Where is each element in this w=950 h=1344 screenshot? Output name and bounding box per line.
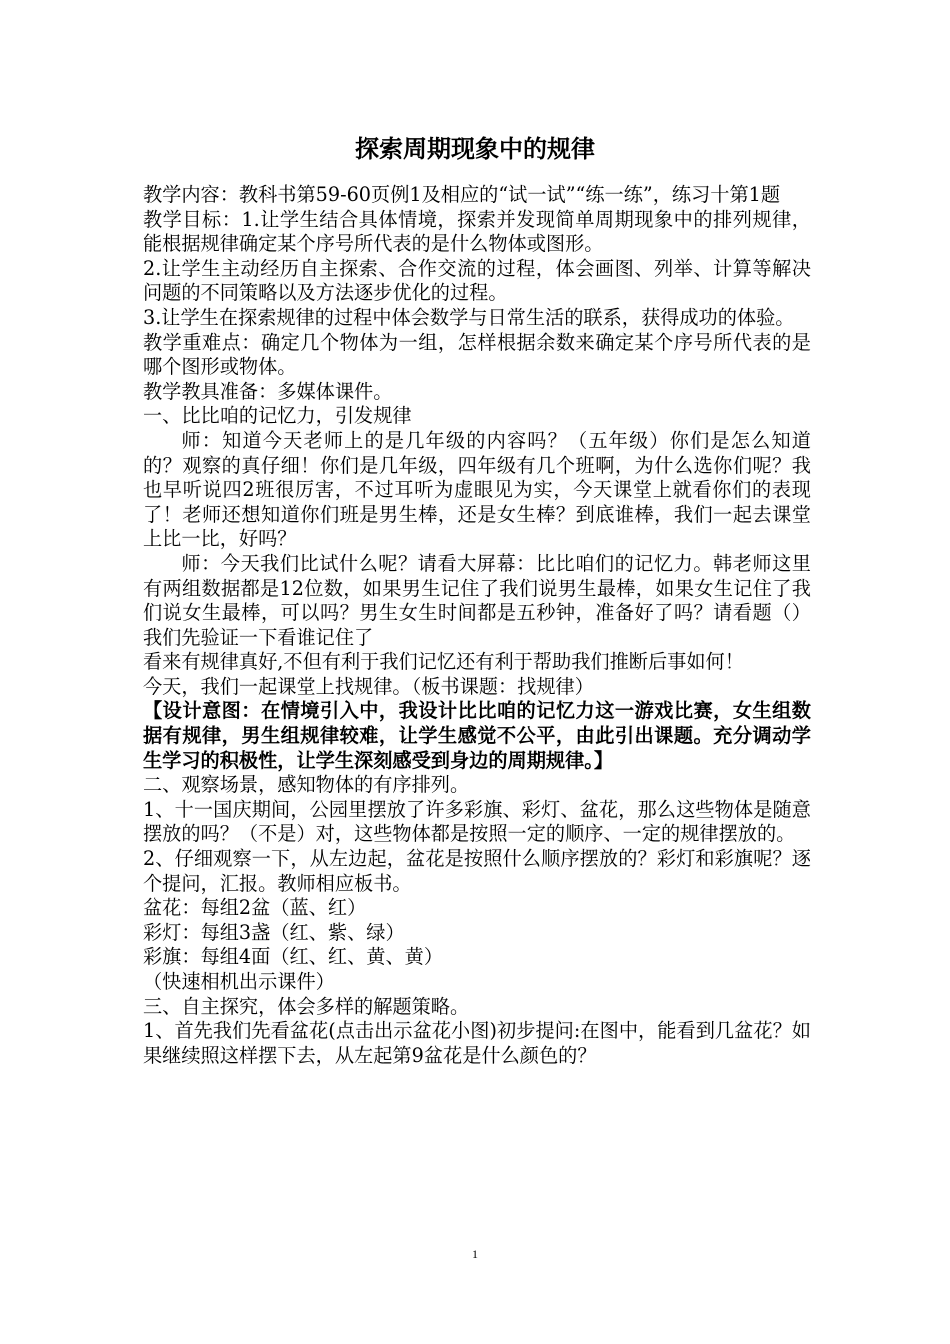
board-lanterns: 彩灯：每组3盏（红、紫、绿） [143, 920, 405, 944]
courseware-note: （快速相机出示课件） [143, 970, 335, 993]
document-body [143, 183, 811, 1068]
page-number: 1 [472, 1247, 478, 1261]
section-heading-1: 一、比比咱的记忆力，引发规律 [143, 404, 412, 428]
teaching-goal-3: 3.让学生在探索规律的过程中体会数学与日常生活的联系，获得成功的体验。 [143, 305, 795, 329]
paragraph-today: 今天，我们一起课堂上找规律。（板书课题：找规律） [143, 674, 594, 698]
paragraph-observe-1: 1、十一国庆期间，公园里摆放了许多彩旗、彩灯、盆花，那么这些物体是随意摆放的吗？（不是）对，这些物体都是按照一定的顺序、一定的规律摆放的。 [143, 797, 811, 846]
teaching-materials: 教学教具准备：多媒体课件。 [143, 379, 393, 403]
paragraph-explore-1: 1、首先我们先看盆花(点击出示盆花小图)初步提问:在图中，能看到几盆花？如果继续照这样摆下去，从左起第9盆花是什么颜色的？ [143, 1019, 811, 1067]
paragraph-observe-2: 2、仔细观察一下，从左边起，盆花是按照什么顺序摆放的？彩灯和彩旗呢？逐个提问，汇报。教师相应板书。 [143, 847, 811, 895]
section-heading-3: 三、自主探究，体会多样的解题策略。 [143, 994, 470, 1018]
teaching-content: 教学内容：教科书第59-60页例1及相应的“试一试”“练一练”，练习十第1题 [143, 183, 781, 206]
board-flags: 彩旗：每组4面（红、红、黄、黄） [143, 945, 444, 969]
teacher-dialogue-1: 师：知道今天老师上的是几年级的内容吗？（五年级）你们是怎么知道的？观察的真仔细！你们是几年级，四年级有几个班啊，为什么选你们呢？我也早听说四2班很厉害，不过耳听为虚眼见为实，今天课堂上就看你们的表现了！老师还想知道你们班是男生棒，还是女生棒？到底谁棒，我们一起去课堂上比一比，好吗？ [143, 428, 811, 551]
section-heading-2: 二、观察场景，感知物体的有序排列。 [143, 773, 470, 797]
key-difficulty: 教学重难点：确定几个物体为一组，怎样根据余数来确定某个序号所代表的是哪个图形或物体。 [143, 330, 811, 379]
design-intent: 【设计意图：在情境引入中，我设计比比咱的记忆力这一游戏比赛，女生组数据有规律，男生组规律较难，让学生感觉不公平，由此引出课题。充分调动学生学习的积极性，让学生深刻感受到身边的周期规律。】 [143, 699, 811, 772]
document-title: 探索周期现象中的规律 [355, 134, 595, 163]
teaching-goal-2: 2.让学生主动经历自主探索、合作交流的过程，体会画图、列举、计算等解决问题的不同策略以及方法逐步优化的过程。 [143, 256, 811, 305]
teacher-dialogue-2: 师：今天我们比试什么呢？请看大屏幕：比比咱们的记忆力。韩老师这里有两组数据都是12位数，如果男生记住了我们说男生最棒，如果女生记住了我们说女生最棒，可以吗？男生女生时间都是五秒钟，准备好了吗？请看题（）我们先验证一下看谁记住了 [143, 551, 811, 649]
teaching-goal-1: 教学目标：1.让学生结合具体情境，探索并发现简单周期现象中的排列规律，能根据规律确定某个序号所代表的是什么物体或图形。 [143, 207, 811, 256]
paragraph-regularity: 看来有规律真好,不但有利于我们记忆还有利于帮助我们推断后事如何！ [143, 650, 744, 674]
board-flowers: 盆花：每组2盆（蓝、红） [143, 896, 367, 920]
